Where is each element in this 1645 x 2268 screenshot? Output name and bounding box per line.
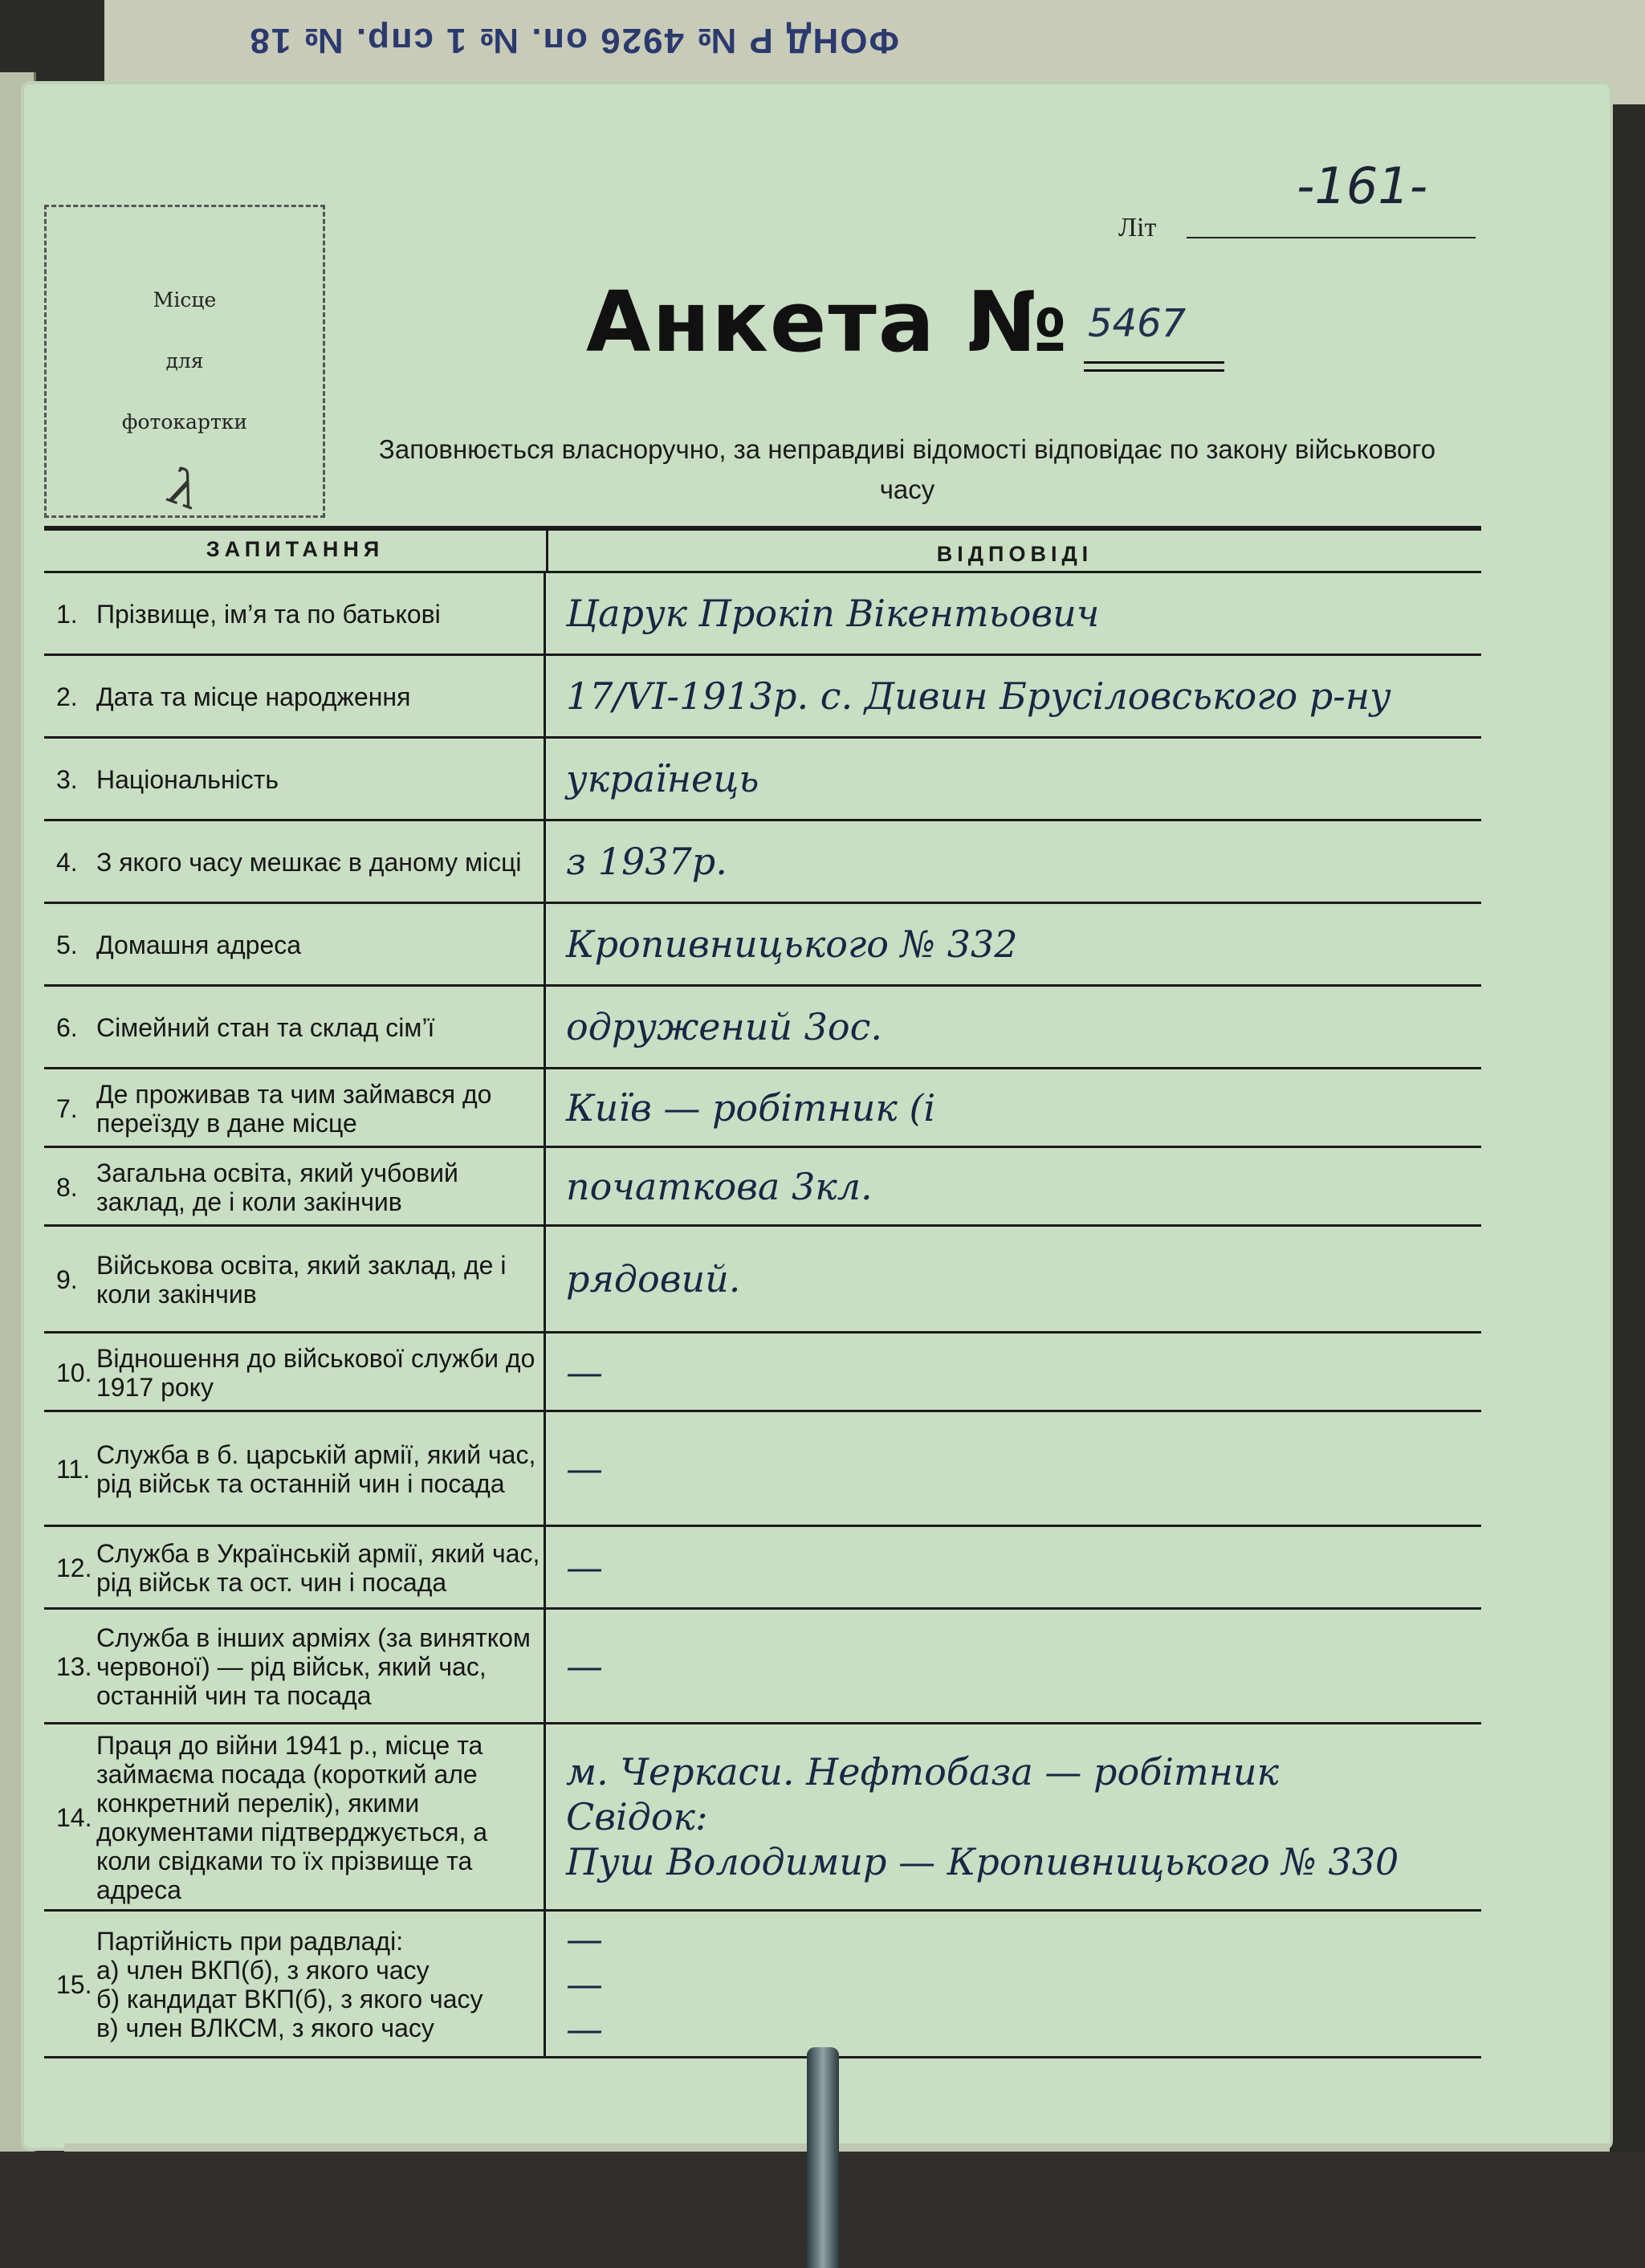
- answer-cell: [546, 1724, 1481, 1909]
- lit-label: Літ: [1118, 213, 1157, 242]
- question-cell: [44, 987, 546, 1067]
- table-row: [44, 1069, 1481, 1148]
- question-cell: [44, 1412, 546, 1525]
- answer-cell: [546, 1912, 1481, 2056]
- question-text: Загальна освіта, який учбовий заклад, де і коли закінчив: [96, 1158, 458, 1216]
- row-number: 3.: [56, 765, 78, 794]
- answer-cell: —: [566, 1447, 603, 1490]
- question-cell: [44, 1724, 546, 1909]
- question-cell: [44, 739, 546, 819]
- answer-cell: рядовий.: [566, 1257, 741, 1301]
- question-line: б) кандидат ВКП(б), з якого часу: [96, 1985, 483, 2014]
- answer-line: Свідок:: [566, 1795, 708, 1838]
- question-text: Служба в Українській армії, який час, рід військ та ост. чин і посада: [96, 1539, 540, 1597]
- question-cell: [44, 1334, 546, 1410]
- question-cell: [44, 821, 546, 902]
- answer-line: м. Черкаси. Нефтобаза — робітник: [566, 1750, 1279, 1794]
- table-row: [44, 1912, 1481, 2058]
- row-number: 1.: [56, 600, 78, 629]
- number-underline: [1084, 369, 1224, 372]
- question-text: Відношення до військової служби до 1917 року: [96, 1343, 535, 1402]
- question-line: а) член ВКП(б), з якого часу: [96, 1956, 430, 1985]
- row-number: 15.: [56, 1970, 92, 1999]
- answer-cell: Київ — робітник (і: [566, 1085, 936, 1130]
- answer-cell: Царук Прокіп Вікентьович: [566, 592, 1100, 635]
- row-number: 2.: [56, 682, 78, 711]
- table-row: [44, 739, 1481, 821]
- form-subtitle: Заповнюється власноручно, за неправдиві відомості відповідає по закону військового часу: [378, 434, 1436, 504]
- header-question: ЗАПИТАННЯ: [44, 531, 548, 571]
- question-text: Служба в б. царській армії, який час, рід військ та останній чин і посада: [96, 1440, 536, 1498]
- row-number: 6.: [56, 1013, 78, 1042]
- answer-cell: 17/VI-1913р. с. Дивин Брусіловського р-ну: [566, 674, 1391, 718]
- table-row: [44, 904, 1481, 987]
- question-text: Дата та місце народження: [96, 682, 411, 711]
- lit-line: [1187, 237, 1476, 238]
- table-row: [44, 1227, 1481, 1334]
- number-underline: [1084, 361, 1224, 364]
- photo-mark-icon: λ: [160, 458, 208, 522]
- table-row: [44, 821, 1481, 904]
- question-cell: [44, 904, 546, 984]
- question-cell: [44, 656, 546, 736]
- table-row: [44, 1724, 1481, 1912]
- table-row: [44, 1148, 1481, 1227]
- answer-cell: Кропивницького № 332: [566, 922, 1018, 966]
- row-number: 4.: [56, 848, 78, 877]
- question-line: Партійність при радвладі:: [96, 1927, 404, 1956]
- row-number: 8.: [56, 1172, 78, 1202]
- row-number: 5.: [56, 930, 78, 959]
- answer-line: —: [566, 1962, 603, 2005]
- page-number: -161-: [1297, 157, 1428, 215]
- answer-cell: —: [566, 1644, 603, 1688]
- table-row: [44, 987, 1481, 1069]
- answer-cell: українець: [566, 757, 759, 800]
- answer-line: —: [566, 1917, 603, 1961]
- answer-line: —: [566, 2007, 603, 2050]
- question-cell: [44, 1912, 546, 2056]
- question-cell: [44, 1610, 546, 1722]
- photo-box-line-3: фотокартки: [121, 410, 248, 434]
- row-number: 11.: [56, 1455, 91, 1484]
- row-number: 9.: [56, 1265, 78, 1294]
- question-text: Служба в інших арміях (за винятком червоної) — рід військ, який час, останній чин та посада: [96, 1623, 531, 1710]
- table-row: [44, 1412, 1481, 1527]
- form-number: 5467: [1088, 301, 1187, 346]
- question-cell: [44, 1069, 546, 1146]
- photo-box-line-1: Місце: [153, 288, 217, 311]
- question-text: Національність: [96, 765, 279, 794]
- table-row: [44, 656, 1481, 739]
- question-cell: [44, 1148, 546, 1224]
- photo-box-line-2: для: [165, 349, 204, 373]
- header-answer: ВІДПОВІДІ: [936, 542, 1093, 566]
- binder-clip-icon: [807, 2047, 839, 2268]
- answer-cell: з 1937р.: [566, 840, 727, 883]
- question-text: Сімейний стан та склад сім’ї: [96, 1013, 435, 1042]
- answer-cell: —: [566, 1545, 603, 1589]
- question-text: З якого часу мешкає в даному місці: [96, 848, 522, 877]
- question-cell: [44, 1227, 546, 1331]
- form-title: Анкета №: [586, 273, 1069, 371]
- answer-cell: початкова 3кл.: [566, 1164, 873, 1208]
- answer-cell: —: [566, 1350, 603, 1394]
- question-text: Прізвище, ім’я та по батькові: [96, 600, 441, 629]
- table-row: [44, 1610, 1481, 1724]
- row-number: 12.: [56, 1553, 92, 1582]
- question-text: Де проживав та чим займався до переїзду в дане місце: [96, 1079, 492, 1138]
- row-number: 14.: [56, 1803, 92, 1832]
- answer-cell: одружений 3ос.: [566, 1005, 883, 1048]
- questionnaire-table: [44, 526, 1481, 2058]
- question-text: Праця до війни 1941 р., місце та займаєма посада (короткий але конкретний перелік), якими документами підтверджується, а коли свідками то їх прізвище та адреса: [96, 1731, 488, 1904]
- question-text: Домашня адреса: [96, 930, 302, 959]
- answer-line: Пуш Володимир — Кропивницького № 330: [566, 1840, 1399, 1883]
- question-cell: [44, 1527, 546, 1607]
- row-number: 7.: [56, 1093, 78, 1123]
- question-line: в) член ВЛКСМ, з якого часу: [96, 2014, 434, 2042]
- row-number: 13.: [56, 1652, 92, 1681]
- question-text: Військова освіта, який заклад, де і коли закінчив: [96, 1251, 507, 1309]
- table-row: [44, 1334, 1481, 1412]
- table-row: [44, 573, 1481, 656]
- table-header: [44, 531, 1481, 573]
- row-number: 10.: [56, 1358, 92, 1387]
- archive-stamp: ФОНД Р № 4926 оп. № 1 спр. № 18: [248, 21, 899, 60]
- table-row: [44, 1527, 1481, 1610]
- question-cell: [44, 573, 546, 654]
